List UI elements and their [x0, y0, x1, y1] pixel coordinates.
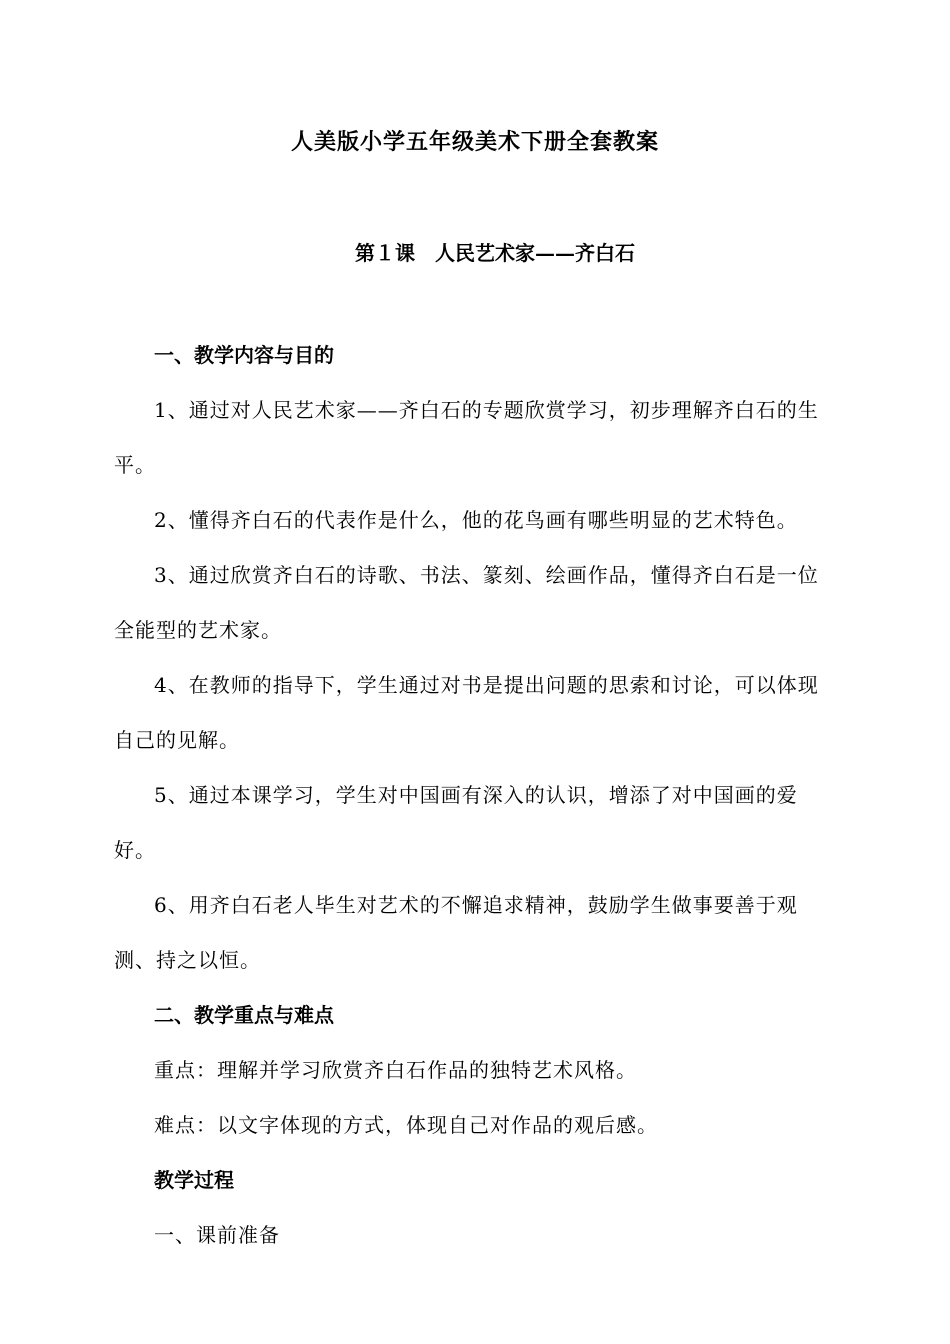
key-point-text: 重点：理解并学习欣赏齐白石作品的独特艺术风格。 [154, 1058, 637, 1082]
lesson-title: 第１课 人民艺术家——齐白石 [355, 241, 635, 265]
document-body [114, 328, 838, 1263]
process-step-1: 一、课前准备 [154, 1223, 280, 1247]
objective-item-5: 5、通过本课学习，学生对中国画有深入的认识，增添了对中国画的爱好。 [114, 783, 798, 862]
objective-item-1: 1、通过对人民艺术家——齐白石的专题欣赏学习，初步理解齐白石的生平。 [114, 398, 819, 477]
section-heading-process: 教学过程 [154, 1168, 234, 1192]
objective-item-2: 2、懂得齐白石的代表作是什么，他的花鸟画有哪些明显的艺术特色。 [154, 508, 798, 532]
section-heading-objectives: 一、教学内容与目的 [154, 343, 334, 367]
difficulty-text: 难点：以文字体现的方式，体现自己对作品的观后感。 [154, 1113, 658, 1137]
section-heading-key-points: 二、教学重点与难点 [154, 1003, 334, 1027]
objective-item-3: 3、通过欣赏齐白石的诗歌、书法、篆刻、绘画作品，懂得齐白石是一位全能型的艺术家。 [114, 563, 819, 642]
objective-item-4: 4、在教师的指导下，学生通过对书是提出问题的思索和讨论，可以体现自己的见解。 [114, 673, 819, 752]
objective-item-6: 6、用齐白石老人毕生对艺术的不懈追求精神，鼓励学生做事要善于观测、持之以恒。 [114, 893, 798, 972]
document-title: 人美版小学五年级美术下册全套教案 [290, 129, 659, 155]
